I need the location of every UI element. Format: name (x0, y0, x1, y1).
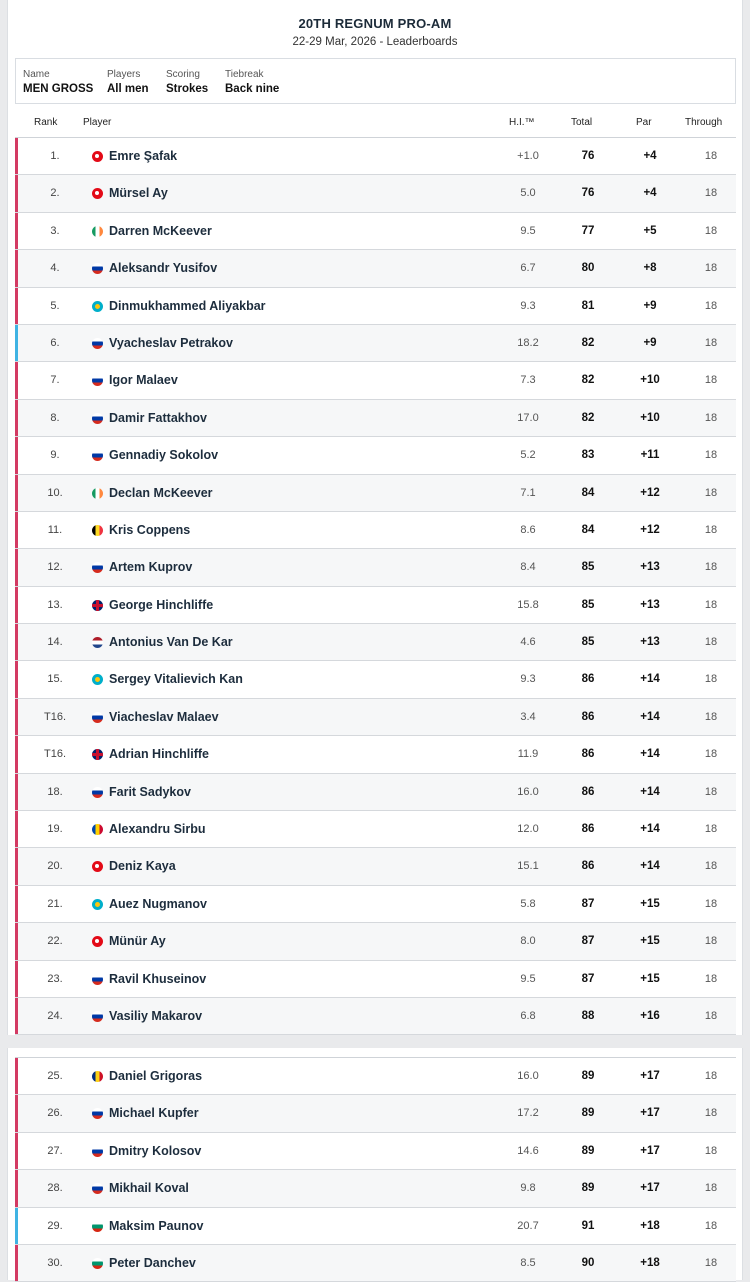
handicap-cell: 16.0 (517, 1070, 539, 1082)
par-cell: +15 (640, 972, 660, 985)
table-row[interactable] (15, 138, 736, 175)
rank-cell: 27. (47, 1144, 63, 1157)
par-cell: +13 (640, 598, 660, 611)
rank-cell: 4. (50, 262, 60, 275)
par-cell: +17 (640, 1182, 660, 1195)
row-accent-bar (15, 811, 18, 847)
table-row[interactable] (15, 699, 736, 736)
row-accent-bar (15, 886, 18, 922)
handicap-cell: 9.5 (520, 224, 536, 237)
belgium-flag-icon (92, 525, 103, 536)
row-accent-bar (15, 250, 18, 286)
table-row[interactable] (15, 811, 736, 848)
row-accent-bar (15, 362, 18, 398)
row-accent-bar (15, 1095, 18, 1131)
handicap-cell: 4.6 (520, 636, 536, 649)
player-name[interactable]: Antonius Van De Kar (109, 635, 233, 650)
through-cell: 18 (704, 150, 718, 162)
row-accent-bar (15, 175, 18, 211)
total-cell: 86 (581, 710, 595, 723)
turkey-flag-icon (92, 936, 103, 947)
rank-cell: 3. (50, 224, 60, 237)
filter-label: Scoring (166, 69, 200, 80)
player-name[interactable]: Sergey Vitalievich Kan (109, 672, 243, 687)
russia-flag-icon (92, 338, 103, 349)
kazakhstan-flag-icon (92, 899, 103, 910)
par-cell: +14 (640, 748, 660, 761)
par-cell: +14 (640, 860, 660, 873)
row-accent-bar (15, 587, 18, 623)
russia-flag-icon (92, 1146, 103, 1157)
player-name[interactable]: Auez Nugmanov (109, 896, 207, 911)
table-row[interactable] (15, 923, 736, 960)
handicap-cell: 20.7 (517, 1219, 539, 1232)
table-row[interactable] (15, 961, 736, 998)
through-cell: 18 (704, 710, 718, 723)
handicap-cell: 17.0 (517, 411, 539, 424)
handicap-cell: 18.2 (517, 336, 539, 349)
par-cell: +4 (643, 150, 657, 162)
total-cell: 82 (581, 411, 595, 424)
rank-cell: 28. (47, 1182, 63, 1195)
filter-label: Name (23, 69, 50, 80)
row-accent-bar (15, 624, 18, 660)
through-cell: 18 (704, 187, 718, 200)
total-cell: 85 (581, 636, 595, 649)
row-accent-bar (15, 549, 18, 585)
rank-cell: 30. (47, 1256, 63, 1269)
handicap-cell: 5.2 (520, 449, 536, 462)
par-cell: +14 (640, 710, 660, 723)
through-cell: 18 (704, 336, 718, 349)
table-row[interactable] (15, 325, 736, 362)
handicap-cell: 8.6 (520, 523, 536, 536)
through-cell: 18 (704, 374, 718, 387)
handicap-cell: 8.5 (520, 1256, 536, 1269)
par-cell: +11 (640, 449, 660, 462)
row-accent-bar (15, 437, 18, 473)
row-accent-bar (15, 998, 18, 1034)
total-cell: 85 (581, 561, 595, 574)
handicap-cell: 17.2 (517, 1107, 539, 1120)
row-accent-bar (15, 400, 18, 436)
player-name[interactable]: Daniel Grigoras (109, 1069, 203, 1083)
handicap-cell: 15.8 (517, 598, 539, 611)
table-row[interactable] (15, 848, 736, 885)
total-cell: 76 (581, 187, 595, 200)
row-accent-bar (15, 736, 18, 772)
through-cell: 18 (704, 1256, 718, 1269)
kazakhstan-flag-icon (92, 674, 103, 685)
total-cell: 86 (581, 673, 595, 686)
table-row[interactable] (15, 661, 736, 698)
table-row[interactable] (15, 736, 736, 773)
player-name[interactable]: Vasiliy Makarov (109, 1008, 203, 1023)
rank-cell: 10. (47, 486, 63, 499)
through-cell: 18 (704, 598, 718, 611)
rank-cell: 14. (47, 636, 63, 649)
par-cell: +4 (643, 187, 657, 200)
player-name[interactable]: Mikhail Koval (109, 1181, 189, 1196)
total-cell: 89 (581, 1182, 595, 1195)
table-row[interactable] (15, 1133, 736, 1170)
ireland-flag-icon (92, 226, 103, 237)
russia-flag-icon (92, 413, 103, 424)
player-name[interactable]: Vyacheslav Petrakov (109, 335, 233, 350)
through-cell: 18 (704, 299, 718, 312)
player-name[interactable]: Darren McKeever (109, 223, 212, 238)
player-name[interactable]: Kris Coppens (109, 522, 191, 537)
through-cell: 18 (704, 1009, 718, 1022)
rank-cell: T16. (43, 710, 66, 723)
filter-bar (15, 58, 736, 104)
row-accent-bar (15, 1208, 18, 1244)
handicap-cell: 9.3 (520, 299, 536, 312)
handicap-cell: 8.0 (520, 935, 536, 948)
table-header (15, 108, 736, 138)
column-header-player[interactable]: Player (83, 117, 112, 128)
filter-tiebreak[interactable] (225, 69, 279, 95)
rank-cell: 5. (50, 299, 60, 312)
handicap-cell: 12.0 (517, 823, 539, 836)
page-title: 20TH REGNUM PRO-AM (298, 16, 452, 31)
rank-cell: 18. (47, 785, 63, 798)
rank-cell: 12. (47, 561, 63, 574)
rank-cell: 26. (47, 1107, 63, 1120)
russia-flag-icon (92, 787, 103, 798)
par-cell: +17 (640, 1070, 660, 1082)
table-row[interactable] (15, 624, 736, 661)
handicap-cell: 8.4 (520, 561, 536, 574)
handicap-cell: 6.7 (520, 262, 536, 275)
total-cell: 77 (581, 224, 595, 237)
column-header-hi[interactable]: H.I.™ (509, 117, 535, 128)
rank-cell: 25. (47, 1070, 63, 1082)
filter-value: All men (107, 83, 149, 95)
par-cell: +18 (640, 1256, 660, 1269)
turkey-flag-icon (92, 188, 103, 199)
handicap-cell: 11.9 (517, 748, 539, 761)
through-cell: 18 (704, 972, 718, 985)
through-cell: 18 (704, 486, 718, 499)
par-cell: +9 (643, 299, 657, 312)
par-cell: +17 (640, 1144, 660, 1157)
russia-flag-icon (92, 712, 103, 723)
player-name[interactable]: Farit Sadykov (109, 784, 191, 799)
rank-cell: T16. (43, 748, 66, 761)
bulgaria-flag-icon (92, 1221, 103, 1232)
par-cell: +16 (640, 1009, 660, 1022)
bulgaria-flag-icon (92, 1258, 103, 1269)
total-cell: 91 (581, 1219, 595, 1232)
through-cell: 18 (704, 860, 718, 873)
through-cell: 18 (704, 673, 718, 686)
handicap-cell: 9.3 (520, 673, 536, 686)
handicap-cell: 14.6 (517, 1144, 539, 1157)
russia-flag-icon (92, 974, 103, 985)
total-cell: 81 (581, 299, 595, 312)
row-accent-bar (15, 475, 18, 511)
table-row[interactable] (15, 362, 736, 399)
table-row[interactable] (15, 250, 736, 287)
par-cell: +13 (640, 636, 660, 649)
par-cell: +12 (640, 523, 660, 536)
turkey-flag-icon (92, 151, 103, 162)
handicap-cell: 7.1 (520, 486, 536, 499)
total-cell: 82 (581, 374, 595, 387)
par-cell: +14 (640, 823, 660, 836)
par-cell: +8 (643, 262, 657, 275)
rank-cell: 7. (50, 374, 60, 387)
table-row[interactable] (15, 213, 736, 250)
leaderboard-rows (15, 1057, 736, 1282)
russia-flag-icon (92, 1183, 103, 1194)
par-cell: +5 (643, 224, 657, 237)
through-cell: 18 (704, 636, 718, 649)
rank-cell: 23. (47, 972, 63, 985)
leaderboard-rows (15, 138, 736, 1035)
table-row[interactable] (15, 774, 736, 811)
total-cell: 89 (581, 1144, 595, 1157)
handicap-cell: 16.0 (517, 785, 539, 798)
total-cell: 89 (581, 1107, 595, 1120)
column-header-total[interactable]: Total (571, 117, 593, 128)
table-row[interactable] (15, 1208, 736, 1245)
leaderboard-card (7, 0, 743, 1035)
rank-cell: 11. (47, 523, 63, 536)
filter-name[interactable] (23, 69, 93, 95)
par-cell: +9 (643, 336, 657, 349)
filter-label: Tiebreak (225, 69, 264, 80)
through-cell: 18 (704, 897, 718, 910)
player-name[interactable]: Aleksandr Yusifov (109, 261, 218, 276)
russia-flag-icon (92, 1011, 103, 1022)
table-row[interactable] (15, 400, 736, 437)
total-cell: 87 (581, 972, 595, 985)
through-cell: 18 (704, 224, 718, 237)
table-row[interactable] (15, 437, 736, 474)
filter-players[interactable] (107, 69, 149, 95)
filter-label: Players (107, 69, 141, 80)
player-name[interactable]: Artem Kuprov (109, 560, 193, 575)
player-name[interactable]: Damir Fattakhov (109, 410, 207, 425)
player-name[interactable]: Münür Ay (109, 934, 166, 949)
player-name[interactable]: Alexandru Sirbu (109, 822, 206, 837)
through-cell: 18 (704, 262, 718, 275)
column-header-rank[interactable]: Rank (34, 117, 58, 128)
rank-cell: 20. (47, 860, 63, 873)
total-cell: 86 (581, 860, 595, 873)
row-accent-bar (15, 774, 18, 810)
page-subtitle: 22-29 Mar, 2026 - Leaderboards (292, 36, 458, 48)
russia-flag-icon (92, 450, 103, 461)
turkey-flag-icon (92, 861, 103, 872)
total-cell: 80 (581, 262, 595, 275)
par-cell: +12 (640, 486, 660, 499)
total-cell: 84 (581, 523, 595, 536)
row-accent-bar (15, 961, 18, 997)
player-name[interactable]: Ravil Khuseinov (109, 971, 207, 986)
player-name[interactable]: Maksim Paunov (109, 1218, 204, 1233)
rank-cell: 22. (47, 935, 63, 948)
total-cell: 76 (581, 150, 595, 162)
table-row[interactable] (15, 512, 736, 549)
filter-value: Back nine (225, 83, 280, 95)
table-row[interactable] (15, 549, 736, 586)
russia-flag-icon (92, 263, 103, 274)
row-accent-bar (15, 213, 18, 249)
netherlands-flag-icon (92, 637, 103, 648)
total-cell: 86 (581, 823, 595, 836)
total-cell: 88 (581, 1009, 595, 1022)
russia-flag-icon (92, 562, 103, 573)
through-cell: 18 (704, 1219, 718, 1232)
row-accent-bar (15, 138, 18, 174)
row-accent-bar (15, 848, 18, 884)
row-accent-bar (15, 325, 18, 361)
rank-cell: 13. (47, 598, 63, 611)
kazakhstan-flag-icon (92, 301, 103, 312)
rank-cell: 19. (47, 823, 63, 836)
player-name[interactable]: Dmitry Kolosov (109, 1143, 202, 1158)
total-cell: 90 (581, 1256, 595, 1269)
player-name[interactable]: Michael Kupfer (109, 1106, 199, 1121)
table-row[interactable] (15, 1245, 736, 1282)
russia-flag-icon (92, 375, 103, 386)
table-row[interactable] (15, 886, 736, 923)
row-accent-bar (15, 1133, 18, 1169)
player-name[interactable]: Igor Malaev (109, 373, 178, 388)
through-cell: 18 (704, 748, 718, 761)
table-row[interactable] (15, 288, 736, 325)
row-accent-bar (15, 923, 18, 959)
handicap-cell: 9.8 (520, 1182, 536, 1195)
rank-cell: 8. (50, 411, 60, 424)
rank-cell: 21. (47, 897, 63, 910)
row-accent-bar (15, 1170, 18, 1206)
filter-value: Strokes (166, 83, 209, 95)
rank-cell: 15. (47, 673, 63, 686)
total-cell: 86 (581, 748, 595, 761)
uk-flag-icon (92, 600, 103, 611)
through-cell: 18 (704, 561, 718, 574)
player-name[interactable]: George Hinchliffe (109, 597, 214, 612)
filter-scoring[interactable] (166, 69, 208, 95)
ireland-flag-icon (92, 488, 103, 499)
russia-flag-icon (92, 1108, 103, 1119)
player-name[interactable]: Gennadiy Sokolov (109, 448, 219, 463)
player-name[interactable]: Dinmukhammed Aliyakbar (109, 298, 266, 313)
handicap-cell: +1.0 (517, 150, 539, 162)
total-cell: 86 (581, 785, 595, 798)
handicap-cell: 15.1 (517, 860, 539, 873)
through-cell: 18 (704, 449, 718, 462)
through-cell: 18 (704, 523, 718, 536)
total-cell: 87 (581, 897, 595, 910)
par-cell: +13 (640, 561, 660, 574)
table-row[interactable] (15, 587, 736, 624)
total-cell: 87 (581, 935, 595, 948)
table-row[interactable] (15, 1095, 736, 1132)
romania-flag-icon (92, 1071, 103, 1082)
rank-cell: 2. (50, 187, 60, 200)
player-name[interactable]: Declan McKeever (109, 485, 213, 500)
rank-cell: 1. (50, 150, 60, 162)
column-header-par[interactable]: Par (636, 117, 652, 128)
handicap-cell: 3.4 (520, 710, 536, 723)
par-cell: +14 (640, 785, 660, 798)
rank-cell: 9. (50, 449, 60, 462)
par-cell: +18 (640, 1219, 660, 1232)
table-row[interactable] (15, 475, 736, 512)
handicap-cell: 6.8 (520, 1009, 536, 1022)
row-accent-bar (15, 288, 18, 324)
total-cell: 83 (581, 449, 595, 462)
total-cell: 85 (581, 598, 595, 611)
row-accent-bar (15, 1245, 18, 1281)
rank-cell: 6. (50, 336, 60, 349)
player-name[interactable]: Peter Danchev (109, 1255, 196, 1270)
moldova-flag-icon (92, 824, 103, 835)
filter-value: MEN GROSS (23, 83, 94, 95)
through-cell: 18 (704, 785, 718, 798)
par-cell: +10 (640, 374, 660, 387)
handicap-cell: 7.3 (520, 374, 536, 387)
par-cell: +10 (640, 411, 660, 424)
par-cell: +15 (640, 935, 660, 948)
column-header-through[interactable]: Through (685, 117, 723, 128)
handicap-cell: 9.5 (520, 972, 536, 985)
through-cell: 18 (704, 823, 718, 836)
through-cell: 18 (704, 1107, 718, 1120)
rank-cell: 24. (47, 1009, 63, 1022)
total-cell: 84 (581, 486, 595, 499)
player-name[interactable]: Mürsel Ay (109, 186, 168, 201)
par-cell: +15 (640, 897, 660, 910)
table-row[interactable] (15, 998, 736, 1035)
par-cell: +14 (640, 673, 660, 686)
handicap-cell: 5.0 (520, 187, 536, 200)
through-cell: 18 (704, 411, 718, 424)
leaderboard-card-continued (7, 1048, 743, 1280)
par-cell: +17 (640, 1107, 660, 1120)
player-name[interactable]: Deniz Kaya (109, 859, 176, 874)
total-cell: 82 (581, 336, 595, 349)
row-accent-bar (15, 512, 18, 548)
through-cell: 18 (704, 1070, 718, 1082)
total-cell: 89 (581, 1070, 595, 1082)
uk-flag-icon (92, 749, 103, 760)
player-name[interactable]: Adrian Hinchliffe (109, 747, 210, 762)
row-accent-bar (15, 699, 18, 735)
table-row[interactable] (15, 1058, 736, 1095)
row-accent-bar (15, 661, 18, 697)
player-name[interactable]: Emre Şafak (109, 149, 178, 163)
rank-cell: 29. (47, 1219, 63, 1232)
table-row[interactable] (15, 175, 736, 212)
handicap-cell: 5.8 (520, 897, 536, 910)
through-cell: 18 (704, 1144, 718, 1157)
through-cell: 18 (704, 935, 718, 948)
table-row[interactable] (15, 1170, 736, 1207)
through-cell: 18 (704, 1182, 718, 1195)
player-name[interactable]: Viacheslav Malaev (109, 709, 219, 724)
row-accent-bar (15, 1058, 18, 1094)
